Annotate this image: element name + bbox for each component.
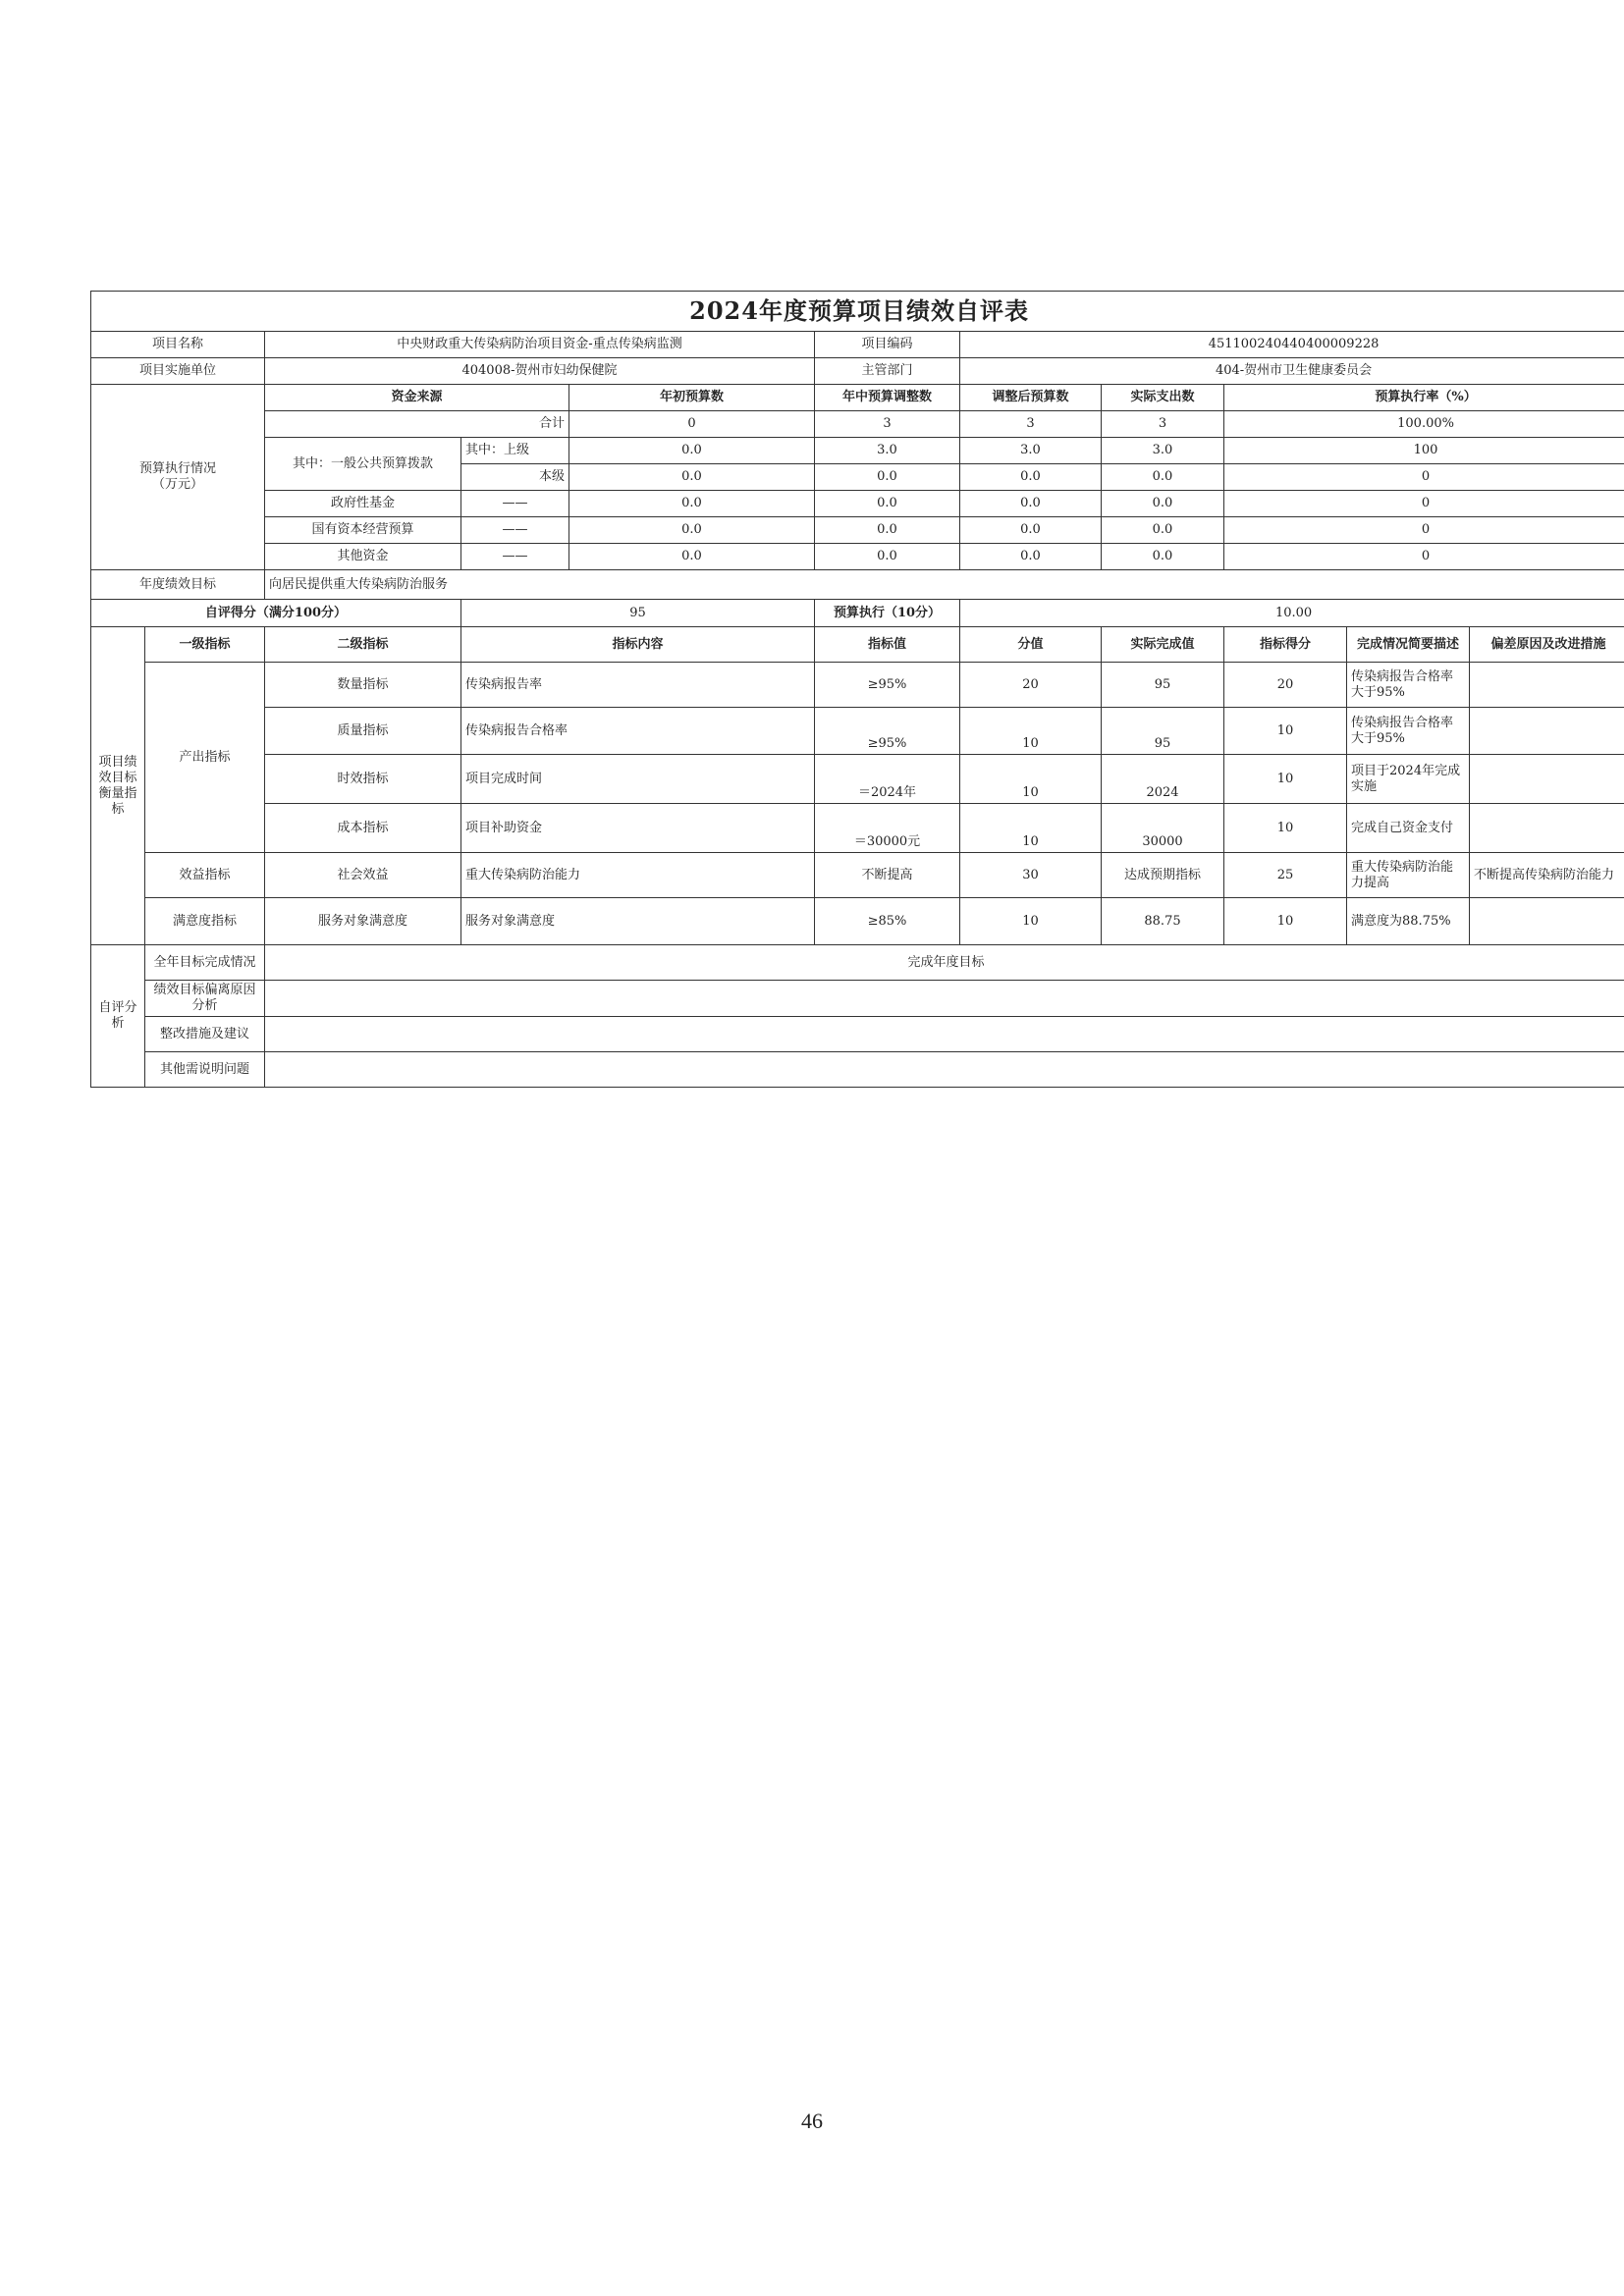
superior-actual: 3.0 — [1102, 438, 1224, 464]
ind-header-actual: 实际完成值 — [1102, 627, 1224, 663]
gov-fund-dash: —— — [461, 491, 569, 517]
header-source: 资金来源 — [265, 385, 569, 411]
ind-points: 30 — [960, 853, 1102, 898]
ind-content: 项目补助资金 — [461, 804, 815, 853]
superior-label: 其中：上级 — [461, 438, 569, 464]
ind-score: 10 — [1224, 898, 1347, 945]
project-unit: 404008-贺州市妇幼保健院 — [265, 358, 815, 385]
gov-fund-adjust: 0.0 — [815, 491, 960, 517]
page-title: 2024年度预算项目绩效自评表 — [91, 292, 1624, 332]
output-indicator-label: 产出指标 — [145, 663, 265, 853]
ind-content: 重大传染病防治能力 — [461, 853, 815, 898]
performance-table — [90, 291, 1624, 1088]
local-initial: 0.0 — [569, 464, 815, 491]
budget-section-label: 预算执行情况 （万元） — [91, 385, 265, 570]
total-adjusted: 3 — [960, 411, 1102, 438]
analysis-section-label: 自评分析 — [91, 945, 145, 1088]
annual-goal-label: 年度绩效目标 — [91, 570, 265, 600]
ind-score: 25 — [1224, 853, 1347, 898]
state-capital-dash: —— — [461, 517, 569, 544]
ind-header-reason: 偏差原因及改进措施 — [1470, 627, 1624, 663]
ind-score: 10 — [1224, 708, 1347, 755]
ind-target: 不断提高 — [815, 853, 960, 898]
other-fund-label: 其他资金 — [265, 544, 461, 570]
ind-target: ≥95% — [815, 708, 960, 755]
budget-exec-value: 10.00 — [960, 600, 1624, 627]
ind-desc: 传染病报告合格率大于95% — [1347, 708, 1470, 755]
local-label: 本级 — [461, 464, 569, 491]
ind-actual: 达成预期指标 — [1102, 853, 1224, 898]
ind-desc: 重大传染病防治能力提高 — [1347, 853, 1470, 898]
analysis-label: 全年目标完成情况 — [145, 945, 265, 981]
ind-reason: 不断提高传染病防治能力 — [1470, 853, 1624, 898]
ind-content: 传染病报告率 — [461, 663, 815, 708]
ind-desc: 完成自己资金支付 — [1347, 804, 1470, 853]
ind-level2: 社会效益 — [265, 853, 461, 898]
local-rate: 0 — [1224, 464, 1624, 491]
local-actual: 0.0 — [1102, 464, 1224, 491]
ind-level2: 成本指标 — [265, 804, 461, 853]
local-adjusted: 0.0 — [960, 464, 1102, 491]
project-unit-label: 项目实施单位 — [91, 358, 265, 385]
project-dept: 404-贺州市卫生健康委员会 — [960, 358, 1624, 385]
other-fund-initial: 0.0 — [569, 544, 815, 570]
state-capital-adjusted: 0.0 — [960, 517, 1102, 544]
state-capital-label: 国有资本经营预算 — [265, 517, 461, 544]
ind-actual: 88.75 — [1102, 898, 1224, 945]
self-score-value: 95 — [461, 600, 815, 627]
ind-level2: 时效指标 — [265, 755, 461, 804]
ind-reason — [1470, 708, 1624, 755]
gov-fund-initial: 0.0 — [569, 491, 815, 517]
ind-header-level2: 二级指标 — [265, 627, 461, 663]
ind-score: 20 — [1224, 663, 1347, 708]
analysis-label: 整改措施及建议 — [145, 1017, 265, 1052]
ind-content: 服务对象满意度 — [461, 898, 815, 945]
header-adjust: 年中预算调整数 — [815, 385, 960, 411]
state-capital-adjust: 0.0 — [815, 517, 960, 544]
ind-target: ＝2024年 — [815, 755, 960, 804]
state-capital-rate: 0 — [1224, 517, 1624, 544]
analysis-value — [265, 981, 1624, 1017]
superior-rate: 100 — [1224, 438, 1624, 464]
total-actual: 3 — [1102, 411, 1224, 438]
header-actual: 实际支出数 — [1102, 385, 1224, 411]
ind-desc: 项目于2024年完成实施 — [1347, 755, 1470, 804]
ind-header-content: 指标内容 — [461, 627, 815, 663]
header-rate: 预算执行率（%） — [1224, 385, 1624, 411]
ind-points: 10 — [960, 804, 1102, 853]
other-fund-dash: —— — [461, 544, 569, 570]
ind-actual: 30000 — [1102, 804, 1224, 853]
ind-target: ＝30000元 — [815, 804, 960, 853]
total-initial: 0 — [569, 411, 815, 438]
analysis-label: 绩效目标偏离原因分析 — [145, 981, 265, 1017]
project-code: 45110024044040000922​8 — [960, 332, 1624, 358]
ind-reason — [1470, 804, 1624, 853]
ind-content: 项目完成时间 — [461, 755, 815, 804]
ind-level2: 数量指标 — [265, 663, 461, 708]
ind-target: ≥95% — [815, 663, 960, 708]
gov-fund-adjusted: 0.0 — [960, 491, 1102, 517]
local-adjust: 0.0 — [815, 464, 960, 491]
project-code-label: 项目编码 — [815, 332, 960, 358]
ind-target: ≥85% — [815, 898, 960, 945]
annual-goal-value: 向居民提供重大传染病防治服务 — [265, 570, 1624, 600]
state-capital-actual: 0.0 — [1102, 517, 1224, 544]
page-number: 46 — [801, 2109, 823, 2133]
analysis-value — [265, 1052, 1624, 1088]
ind-reason — [1470, 663, 1624, 708]
ind-points: 20 — [960, 663, 1102, 708]
total-label: 合计 — [265, 411, 569, 438]
ind-actual: 95 — [1102, 708, 1224, 755]
ind-score: 10 — [1224, 804, 1347, 853]
project-name-label: 项目名称 — [91, 332, 265, 358]
ind-desc: 传染病报告合格率大于95% — [1347, 663, 1470, 708]
ind-points: 10 — [960, 898, 1102, 945]
ind-actual: 95 — [1102, 663, 1224, 708]
satisfaction-indicator-label: 满意度指标 — [145, 898, 265, 945]
ind-header-desc: 完成情况简要描述 — [1347, 627, 1470, 663]
analysis-value: 完成年度目标 — [265, 945, 1624, 981]
analysis-value — [265, 1017, 1624, 1052]
total-adjust: 3 — [815, 411, 960, 438]
superior-initial: 0.0 — [569, 438, 815, 464]
project-name: 中央财政重大传染病防治项目资金-重点传染病监测 — [265, 332, 815, 358]
total-rate: 100.00% — [1224, 411, 1624, 438]
analysis-label: 其他需说明问题 — [145, 1052, 265, 1088]
ind-desc: 满意度为88.75% — [1347, 898, 1470, 945]
ind-points: 10 — [960, 755, 1102, 804]
project-dept-label: 主管部门 — [815, 358, 960, 385]
state-capital-initial: 0.0 — [569, 517, 815, 544]
ind-reason — [1470, 755, 1624, 804]
header-initial: 年初预算数 — [569, 385, 815, 411]
gov-fund-actual: 0.0 — [1102, 491, 1224, 517]
ind-content: 传染病报告合格率 — [461, 708, 815, 755]
other-fund-adjust: 0.0 — [815, 544, 960, 570]
ind-header-points: 分值 — [960, 627, 1102, 663]
gov-fund-label: 政府性基金 — [265, 491, 461, 517]
other-fund-adjusted: 0.0 — [960, 544, 1102, 570]
budget-exec-label: 预算执行（10分） — [815, 600, 960, 627]
ind-points: 10 — [960, 708, 1102, 755]
self-score-label: 自评得分（满分100分） — [91, 600, 461, 627]
superior-adjusted: 3.0 — [960, 438, 1102, 464]
ind-header-level1: 一级指标 — [145, 627, 265, 663]
ind-actual: 2024 — [1102, 755, 1224, 804]
other-fund-rate: 0 — [1224, 544, 1624, 570]
superior-adjust: 3.0 — [815, 438, 960, 464]
other-fund-actual: 0.0 — [1102, 544, 1224, 570]
header-adjusted: 调整后预算数 — [960, 385, 1102, 411]
ind-level2: 服务对象满意度 — [265, 898, 461, 945]
benefit-indicator-label: 效益指标 — [145, 853, 265, 898]
public-budget-label: 其中：一般公共预算拨款 — [265, 438, 461, 491]
gov-fund-rate: 0 — [1224, 491, 1624, 517]
ind-header-target: 指标值 — [815, 627, 960, 663]
ind-level2: 质量指标 — [265, 708, 461, 755]
ind-header-score: 指标得分 — [1224, 627, 1347, 663]
ind-reason — [1470, 898, 1624, 945]
indicator-section-label: 项目绩效目标衡量指标 — [91, 627, 145, 945]
ind-score: 10 — [1224, 755, 1347, 804]
